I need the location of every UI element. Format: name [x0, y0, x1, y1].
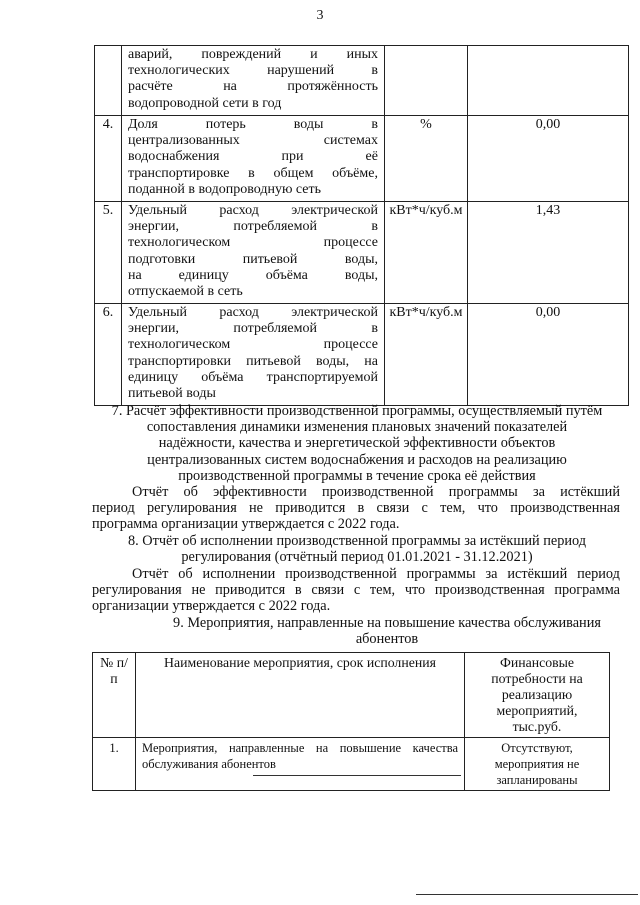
indicator-unit: % — [385, 116, 468, 202]
indicator-value — [468, 46, 629, 116]
indicator-name-line: расчёте на протяжённость — [128, 79, 378, 95]
indicator-row — [95, 304, 629, 406]
section-8-body-line: Отчёт об исполнении производственной программы за истёкший период — [132, 566, 620, 582]
section-7-heading-line: 7. Расчёт эффективности производственной программы, осуществляемый путём — [111, 403, 603, 419]
section-7-body-line: период регулирования не приводится в связи с тем, что производственная — [92, 500, 620, 517]
indicator-num: 6. — [95, 304, 122, 406]
indicator-name-line: энергии, потребляемой в — [128, 321, 378, 337]
section-9-heading — [92, 615, 622, 647]
indicator-name-line: водопроводной сети в год — [128, 95, 282, 111]
section-7-heading — [92, 403, 622, 484]
indicator-num: 4. — [95, 116, 122, 202]
measures-table — [92, 652, 610, 791]
indicator-name-line: Удельный расход электрической — [128, 305, 378, 320]
indicator-unit: кВт*ч/куб.м — [385, 202, 468, 304]
indicator-value: 0,00 — [468, 304, 629, 406]
indicator-value: 0,00 — [468, 116, 629, 202]
indicator-name-line: на единицу объёма воды, — [128, 267, 378, 283]
indicator-name — [122, 304, 385, 406]
indicator-name-line: подготовки питьевой воды, — [128, 251, 378, 267]
indicator-unit: кВт*ч/куб.м — [385, 304, 468, 406]
indicator-num — [95, 46, 122, 116]
section-7-heading-line: сопоставления динамики изменения плановых значений показателей — [146, 419, 568, 436]
indicator-name-line: транспортировке в общем объёме, — [128, 165, 378, 181]
indicator-name-line: поданной в водопроводную сеть — [128, 181, 322, 197]
indicator-name-line: технологических нарушений в — [128, 63, 378, 79]
indicator-name-line: технологическом процессе — [128, 337, 378, 353]
indicator-name-line: питьевой воды — [128, 386, 216, 402]
row-cost: Отсутствуют, мероприятия не запланированы — [465, 738, 610, 791]
table-row — [93, 738, 610, 791]
row-name: Мероприятия, направленные на повышение качества обслуживания абонентов — [136, 738, 465, 791]
indicator-name — [122, 116, 385, 202]
section-7-heading-line: производственной программы в течение срока её действия — [178, 467, 536, 484]
section-7-heading-line: централизованных систем водоснабжения и расходов на реализацию — [147, 451, 567, 468]
header-num: № п/п — [93, 653, 136, 738]
header-name: Наименование мероприятия, срок исполнения — [136, 653, 465, 738]
footer-line — [416, 894, 638, 895]
section-8-body-line: организации утверждается с 2022 года. — [92, 598, 331, 615]
indicator-row — [95, 46, 629, 116]
indicators-table — [94, 45, 629, 406]
section-7-body-line: Отчёт об эффективности производственной программы за истёкший — [132, 484, 620, 500]
indicator-name-line: транспортировки питьевой воды, на — [128, 353, 378, 369]
header-cost: Финансовые потребности на реализацию мероприятий, тыс.руб. — [465, 653, 610, 738]
indicator-name-line: Доля потерь воды в — [128, 117, 378, 132]
section-8-body — [92, 566, 620, 615]
indicator-unit — [385, 46, 468, 116]
indicator-num: 5. — [95, 202, 122, 304]
section-9-heading-line: абонентов — [355, 631, 419, 648]
page-number: 3 — [316, 8, 324, 23]
section-8-heading — [92, 533, 622, 565]
indicator-name-line: единицу объёма транспортируемой — [128, 369, 378, 385]
section-8-heading-line: регулирования (отчётный период 01.01.2021 - 31.12.2021) — [181, 549, 533, 566]
indicator-name-line: Удельный расход электрической — [128, 203, 378, 218]
indicator-name-line: отпускаемой в сеть — [128, 284, 243, 300]
indicator-name — [122, 202, 385, 304]
section-7-body — [92, 484, 620, 533]
indicator-row — [95, 116, 629, 202]
indicator-name — [122, 46, 385, 116]
measures-table-header — [93, 653, 610, 738]
section-8-heading-line: 8. Отчёт об исполнении производственной программы за истёкший период — [127, 533, 587, 549]
section-9-heading-line: 9. Мероприятия, направленные на повышение качества обслуживания — [173, 615, 601, 631]
indicator-value: 1,43 — [468, 202, 629, 304]
section-8-body-line: регулирования не приводится в связи с тем, что производственная программа — [92, 582, 620, 599]
indicator-name-line: технологическом процессе — [128, 235, 378, 251]
section-7-heading-line: надёжности, качества и энергетической эффективности объектов — [158, 435, 556, 452]
separator-line — [253, 775, 461, 776]
indicator-name-line: энергии, потребляемой в — [128, 219, 378, 235]
indicator-name-line: водоснабжения при её — [128, 149, 378, 165]
section-7-body-line: программа организации утверждается с 2022 года. — [92, 516, 400, 533]
indicator-name-line: аварий, повреждений и иных — [128, 47, 378, 62]
row-num: 1. — [93, 738, 136, 791]
indicator-name-line: централизованных системах — [128, 133, 378, 149]
indicator-row — [95, 202, 629, 304]
